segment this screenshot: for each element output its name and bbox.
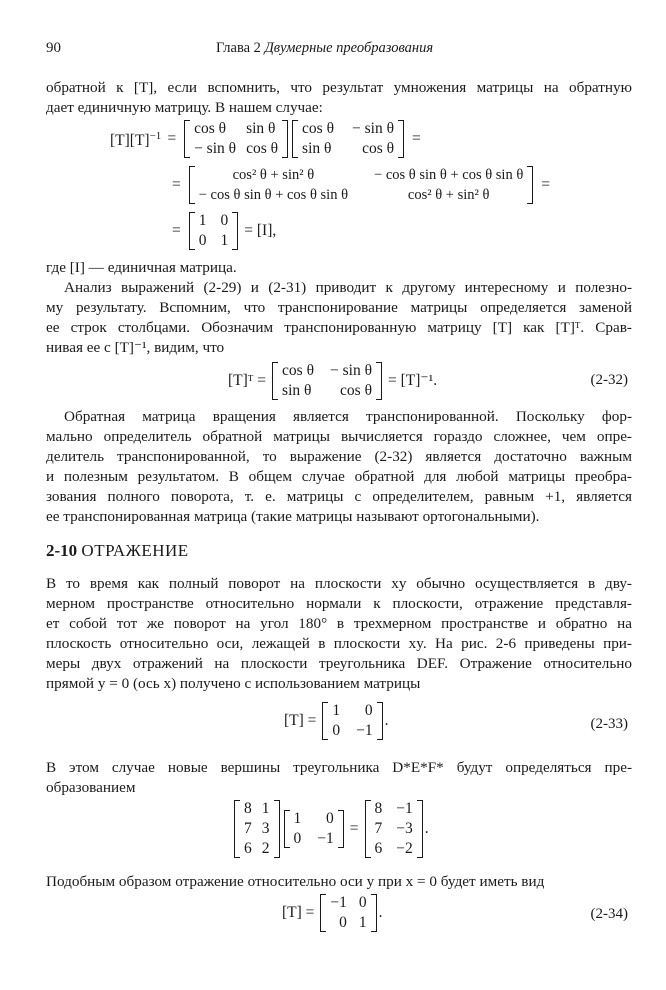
- eq-sign: =: [541, 176, 551, 193]
- equation-row: [232, 800, 429, 858]
- text-line: Обратная матрица вращения является транспонированной. Поскольку фор-: [64, 408, 632, 425]
- section-title: ОТРАЖЕНИЕ: [81, 541, 189, 560]
- matrix-cell: 1: [332, 702, 341, 719]
- eq-sign: =: [172, 176, 181, 193]
- matrix-cell: 0: [293, 830, 302, 847]
- text-line: и полезным результатом. В общем случае обратной для любой матрицы преобра-: [46, 468, 632, 485]
- product-matrix: [189, 166, 534, 204]
- equation-row: [110, 120, 421, 158]
- eq-rhs: .: [384, 712, 389, 729]
- matrix-cell: 0: [198, 232, 207, 249]
- text-line: ее транспонированная матрица (такие матрицы называют ортогональными).: [46, 508, 540, 525]
- identity-matrix: [189, 212, 239, 250]
- matrix-cell: − sin θ: [352, 120, 395, 137]
- matrix-cell: 8: [374, 800, 383, 817]
- text-line: плоскость относительно оси, лежащей в плоскости xy. На рис. 2-6 приведены при-: [46, 635, 632, 652]
- eq-lhs: $[T][T]^{-1}$: [110, 130, 162, 150]
- eq-rhs: .: [424, 820, 429, 837]
- matrix-cell: 7: [244, 820, 252, 837]
- matrix-cell: cos θ: [282, 362, 314, 379]
- text-line: дает единичную матрицу. В нашем случае:: [46, 99, 323, 116]
- matrix-cell: 7: [374, 820, 383, 837]
- matrix-cell: − sin θ: [330, 362, 373, 379]
- equation-row: [172, 166, 550, 204]
- eq-sign: =: [412, 130, 421, 147]
- eq-lhs: [T] =: [282, 904, 315, 921]
- eq-rhs: .: [378, 904, 383, 921]
- matrix-cell: − sin θ: [194, 140, 237, 157]
- text-line: делитель транспонированной, то выражение (2-32) является достаточно важным: [46, 448, 632, 465]
- equation-number: (2-34): [590, 906, 628, 922]
- matrix-cell: cos² θ + sin² θ: [232, 167, 315, 183]
- matrix-cell: 0: [220, 212, 229, 229]
- equation-row: [228, 362, 437, 400]
- reflection-matrix-x: [322, 702, 382, 740]
- section-heading: [46, 541, 189, 561]
- matrix-cell: sin θ: [302, 140, 332, 157]
- text-line: ее строк столбцами. Обозначим транспонированную матрицу [T] как [T]ᵀ. Срав-: [46, 319, 632, 336]
- inverse-matrix: [292, 120, 404, 158]
- matrix-cell: cos θ: [302, 120, 335, 137]
- chapter-label: Глава 2: [216, 40, 261, 56]
- matrix-cell: −1: [317, 830, 334, 847]
- matrix-cell: cos² θ + sin² θ: [407, 187, 490, 203]
- matrix-cell: −1: [356, 722, 373, 739]
- text-line: В то время как полный поворот на плоскости xy обычно осуществляется в дву-: [46, 575, 632, 592]
- chapter-title: Двумерные преобразования: [264, 40, 434, 56]
- text-line: нивая ее с [T]⁻¹, видим, что: [46, 339, 225, 356]
- section-number: 2-10: [46, 541, 78, 560]
- text-line: прямой y = 0 (ось x) получено с использованием матрицы: [46, 675, 421, 692]
- matrix-cell: 2: [261, 840, 270, 857]
- equation-number: (2-33): [590, 716, 628, 732]
- matrix-cell: 0: [326, 810, 334, 827]
- text-line: В этом случае новые вершины треугольника D*E*F* будут определяться пре-: [46, 759, 632, 776]
- matrix-cell: 1: [261, 800, 270, 817]
- matrix-cell: −1: [330, 894, 347, 911]
- matrix-cell: cos θ: [362, 140, 395, 157]
- equation-row: [172, 212, 276, 250]
- text-line: образованием: [46, 779, 136, 796]
- matrix-cell: −2: [396, 840, 413, 857]
- text-line: мерном пространстве относительно нормали к плоскости, отражение представля-: [46, 595, 632, 612]
- text-line: ет собой тот же поворот на угол 180° в трехмерном пространстве и обратно на: [46, 615, 632, 632]
- transpose-matrix: [272, 362, 382, 400]
- page-number: 90: [46, 40, 61, 56]
- matrix-cell: −3: [396, 820, 413, 837]
- matrix-cell: 0: [364, 702, 373, 719]
- equation-row: [284, 702, 389, 740]
- eq-lhs: [T] =: [284, 712, 317, 729]
- running-header: [216, 40, 433, 57]
- matrix-cell: cos θ: [194, 120, 227, 137]
- eq-sign: =: [349, 820, 359, 837]
- text-line: где [I] — единичная матрица.: [46, 259, 237, 276]
- equation-number: (2-32): [590, 372, 628, 388]
- matrix-cell: 8: [244, 800, 252, 817]
- reflection-matrix: [284, 810, 344, 848]
- eq-sign: =: [167, 130, 177, 147]
- eq-rhs: = [I],: [244, 222, 277, 239]
- vertex-matrix: [234, 800, 280, 858]
- result-matrix: [365, 800, 423, 858]
- matrix-cell: − cos θ sin θ + cos θ sin θ: [374, 167, 524, 183]
- eq-rhs: = [T]⁻¹.: [388, 372, 438, 389]
- matrix-cell: − cos θ sin θ + cos θ sin θ: [198, 187, 349, 203]
- text-line: Анализ выражений (2-29) и (2-31) приводит к другому интересному и полезно-: [64, 279, 632, 296]
- equation-row: [282, 894, 383, 932]
- matrix-cell: 1: [358, 914, 367, 931]
- text-line: обратной к [T], если вспомнить, что результат умножения матрицы на обратную: [46, 79, 632, 96]
- text-line: зования полного поворота, т. е. матрицы с определителем, равным +1, является: [46, 488, 632, 505]
- matrix-cell: 1: [198, 212, 207, 229]
- matrix-cell: 6: [374, 840, 383, 857]
- matrix-cell: sin θ: [246, 120, 276, 137]
- matrix-cell: −1: [396, 800, 413, 817]
- text-line: меры двух отражений на плоскости треугольника DEF. Отражение относительно: [46, 655, 632, 672]
- matrix-cell: sin θ: [282, 382, 312, 399]
- matrix-cell: 0: [332, 722, 341, 739]
- eq-lhs: [T]ᵀ =: [228, 372, 267, 389]
- matrix-cell: cos θ: [246, 140, 279, 157]
- matrix-cell: 0: [339, 914, 347, 931]
- text-line: Подобным образом отражение относительно оси y при x = 0 будет иметь вид: [46, 873, 545, 890]
- matrix-cell: 6: [244, 840, 252, 857]
- matrix-cell: 0: [358, 894, 367, 911]
- matrix-cell: 1: [293, 810, 302, 827]
- matrix-cell: 3: [261, 820, 270, 837]
- rotation-matrix: [184, 120, 288, 158]
- text-line: мально определитель обратной матрицы вычисляется гораздо сложнее, чем опре-: [46, 428, 632, 445]
- text-line: му результату. Вспомним, что транспонирование матрицы определяется заменой: [46, 299, 632, 316]
- matrix-cell: cos θ: [340, 382, 373, 399]
- reflection-matrix-y: [320, 894, 376, 932]
- eq-sign: =: [172, 222, 181, 239]
- matrix-cell: 1: [220, 232, 229, 249]
